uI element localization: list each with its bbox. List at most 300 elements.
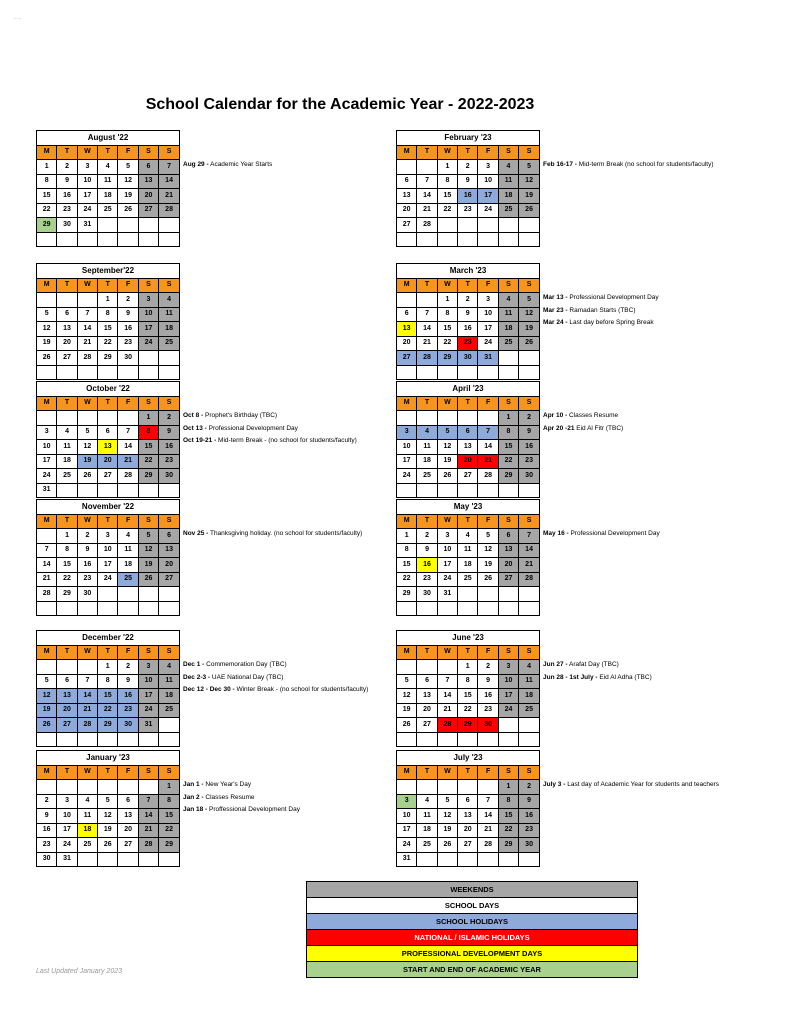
day-header: S: [159, 514, 180, 529]
date-cell: 23: [77, 572, 97, 587]
note-date: Feb 16-17 -: [543, 161, 577, 168]
empty-cell: [519, 587, 540, 602]
date-cell: 25: [57, 469, 77, 484]
empty-cell: [118, 483, 138, 498]
date-cell: 27: [397, 351, 417, 366]
note-date: Mar 24 -: [543, 319, 568, 327]
date-cell: 19: [37, 703, 57, 718]
empty-cell: [478, 483, 498, 498]
date-cell: 24: [138, 336, 158, 351]
empty-cell: [118, 218, 138, 233]
empty-cell: [98, 732, 118, 747]
date-cell: 10: [397, 809, 417, 824]
date-cell: 23: [118, 336, 138, 351]
date-cell: 17: [478, 322, 498, 337]
date-cell: 9: [37, 809, 57, 824]
empty-cell: [57, 483, 77, 498]
date-cell: 9: [519, 425, 540, 440]
date-cell: 2: [478, 660, 498, 675]
date-cell: 24: [37, 469, 57, 484]
note-line: [543, 410, 623, 423]
date-cell: 25: [519, 703, 540, 718]
date-cell: 20: [118, 823, 138, 838]
note-text: Winter Break - (no school for students/faculty): [234, 686, 369, 694]
empty-cell: [437, 218, 457, 233]
date-cell: 5: [519, 160, 540, 175]
empty-cell: [37, 732, 57, 747]
date-cell: 12: [519, 307, 540, 322]
date-cell: 12: [77, 440, 97, 455]
date-cell: 13: [57, 689, 77, 704]
date-cell: 10: [37, 440, 57, 455]
day-header: T: [98, 645, 118, 660]
empty-cell: [118, 780, 138, 795]
empty-cell: [478, 411, 498, 426]
note-date: Oct 19-21 -: [183, 437, 217, 445]
month-sep: [36, 263, 180, 380]
note-date: Oct 8 -: [183, 412, 204, 419]
note-text: Thanksgiving holiday. (no school for students/faculty): [208, 530, 363, 537]
date-cell: 13: [417, 689, 437, 704]
date-cell: 20: [397, 203, 417, 218]
empty-cell: [77, 660, 97, 675]
date-cell: 27: [498, 572, 518, 587]
empty-cell: [98, 411, 118, 426]
day-header: W: [77, 645, 97, 660]
month-oct: [36, 381, 180, 498]
day-header: T: [57, 765, 77, 780]
day-header: F: [478, 396, 498, 411]
date-cell: 8: [397, 543, 417, 558]
note-text: Ramadan Starts (TBC): [567, 306, 636, 314]
date-cell: 7: [478, 425, 498, 440]
date-cell: 8: [437, 174, 457, 189]
date-cell: 30: [118, 718, 138, 733]
date-cell: 19: [77, 454, 97, 469]
empty-cell: [159, 732, 180, 747]
empty-cell: [437, 411, 457, 426]
date-cell: 19: [519, 189, 540, 204]
date-cell: 26: [478, 572, 498, 587]
month-notes-may: [543, 528, 660, 541]
empty-cell: [397, 411, 417, 426]
empty-cell: [57, 660, 77, 675]
date-cell: 1: [37, 160, 57, 175]
date-cell: 16: [37, 823, 57, 838]
date-cell: 7: [478, 794, 498, 809]
day-header: T: [417, 278, 437, 293]
empty-cell: [37, 529, 57, 544]
day-header: W: [77, 765, 97, 780]
empty-cell: [519, 718, 540, 733]
day-header: S: [498, 396, 518, 411]
date-cell: 16: [417, 558, 437, 573]
date-cell: 30: [478, 718, 498, 733]
date-cell: 15: [138, 440, 158, 455]
date-cell: 30: [37, 852, 57, 867]
day-header: T: [458, 396, 478, 411]
date-cell: 31: [57, 852, 77, 867]
empty-cell: [159, 587, 180, 602]
legend-lsd: SCHOOL DAYS: [307, 898, 638, 914]
date-cell: 29: [98, 718, 118, 733]
date-cell: 7: [118, 425, 138, 440]
date-cell: 23: [37, 838, 57, 853]
date-cell: 16: [519, 440, 540, 455]
empty-cell: [98, 587, 118, 602]
date-cell: 19: [519, 322, 540, 337]
note-text: UAE National Day (TBC): [210, 673, 284, 681]
day-header: T: [57, 645, 77, 660]
date-cell: 28: [159, 203, 180, 218]
empty-cell: [458, 483, 478, 498]
empty-cell: [498, 218, 518, 233]
date-cell: 31: [138, 718, 158, 733]
date-cell: 3: [138, 660, 158, 675]
empty-cell: [77, 365, 97, 380]
date-cell: 23: [458, 203, 478, 218]
date-cell: 6: [458, 425, 478, 440]
empty-cell: [458, 601, 478, 616]
empty-cell: [77, 732, 97, 747]
date-cell: 10: [478, 307, 498, 322]
date-cell: 1: [138, 411, 158, 426]
date-cell: 15: [37, 189, 57, 204]
note-date: Aug 29 -: [183, 161, 209, 168]
day-header: T: [458, 278, 478, 293]
day-header: T: [458, 765, 478, 780]
empty-cell: [37, 365, 57, 380]
date-cell: 5: [77, 425, 97, 440]
empty-cell: [138, 732, 158, 747]
day-header: T: [458, 645, 478, 660]
date-cell: 22: [138, 454, 158, 469]
date-cell: 27: [397, 218, 417, 233]
empty-cell: [118, 232, 138, 247]
date-cell: 16: [77, 558, 97, 573]
date-cell: 22: [98, 336, 118, 351]
date-cell: 7: [37, 543, 57, 558]
day-header: T: [98, 765, 118, 780]
empty-cell: [138, 601, 158, 616]
date-cell: 11: [159, 674, 180, 689]
date-cell: 12: [118, 174, 138, 189]
day-header: S: [159, 645, 180, 660]
empty-cell: [498, 718, 518, 733]
date-cell: 11: [498, 307, 518, 322]
empty-cell: [138, 218, 158, 233]
date-cell: 2: [57, 160, 77, 175]
note-line: [183, 792, 300, 805]
date-cell: 12: [437, 440, 457, 455]
empty-cell: [437, 780, 457, 795]
empty-cell: [519, 365, 540, 380]
empty-cell: [437, 483, 457, 498]
date-cell: 12: [437, 809, 457, 824]
note-date: Apr 20 -21: [543, 424, 575, 432]
day-header: M: [397, 765, 417, 780]
date-cell: 18: [498, 322, 518, 337]
date-cell: 7: [159, 160, 180, 175]
date-cell: 20: [417, 703, 437, 718]
note-line: [183, 159, 272, 172]
date-cell: 5: [138, 529, 158, 544]
date-cell: 4: [159, 293, 180, 308]
date-cell: 25: [458, 572, 478, 587]
date-cell: 29: [37, 218, 57, 233]
note-text: Classes Resume: [203, 793, 255, 801]
month-notes-aug: [183, 159, 272, 172]
date-cell: 24: [57, 838, 77, 853]
empty-cell: [397, 232, 417, 247]
date-cell: 3: [77, 160, 97, 175]
empty-cell: [519, 218, 540, 233]
date-cell: 3: [37, 425, 57, 440]
date-cell: 28: [417, 218, 437, 233]
empty-cell: [478, 601, 498, 616]
date-cell: 27: [159, 572, 180, 587]
date-cell: 17: [138, 322, 158, 337]
note-line: [183, 659, 368, 672]
empty-cell: [77, 232, 97, 247]
date-cell: 14: [77, 689, 97, 704]
date-cell: 18: [458, 558, 478, 573]
date-cell: 27: [458, 838, 478, 853]
day-header: S: [519, 514, 540, 529]
date-cell: 4: [498, 160, 518, 175]
date-cell: 13: [458, 440, 478, 455]
corner-mark: – –: [14, 16, 21, 22]
empty-cell: [417, 852, 437, 867]
date-cell: 26: [519, 336, 540, 351]
empty-cell: [77, 601, 97, 616]
date-cell: 30: [458, 351, 478, 366]
date-cell: 9: [519, 794, 540, 809]
empty-cell: [138, 483, 158, 498]
date-cell: 18: [57, 454, 77, 469]
day-header: M: [397, 514, 417, 529]
note-line: [183, 410, 357, 423]
date-cell: 9: [458, 174, 478, 189]
date-cell: 17: [437, 558, 457, 573]
date-cell: 23: [159, 454, 180, 469]
day-header: S: [138, 396, 158, 411]
date-cell: 27: [98, 469, 118, 484]
month-notes-oct: [183, 410, 357, 448]
date-cell: 26: [37, 718, 57, 733]
note-text: Arafat Day (TBC): [567, 661, 619, 668]
date-cell: 29: [159, 838, 180, 853]
note-line: [543, 305, 659, 318]
date-cell: 7: [437, 674, 457, 689]
day-header: W: [437, 765, 457, 780]
date-cell: 7: [519, 529, 540, 544]
date-cell: 26: [397, 718, 417, 733]
date-cell: 21: [138, 823, 158, 838]
empty-cell: [397, 293, 417, 308]
date-cell: 12: [397, 689, 417, 704]
empty-cell: [478, 780, 498, 795]
date-cell: 20: [458, 454, 478, 469]
date-cell: 4: [417, 794, 437, 809]
day-header: S: [498, 645, 518, 660]
date-cell: 14: [417, 189, 437, 204]
empty-cell: [37, 293, 57, 308]
date-cell: 16: [519, 809, 540, 824]
date-cell: 9: [159, 425, 180, 440]
note-text: Last day of Academic Year for students and teachers: [565, 781, 719, 788]
date-cell: 4: [118, 529, 138, 544]
empty-cell: [57, 232, 77, 247]
legend-lpd: PROFESSIONAL DEVELOPMENT DAYS: [307, 946, 638, 962]
date-cell: 22: [458, 703, 478, 718]
empty-cell: [77, 411, 97, 426]
date-cell: 2: [37, 794, 57, 809]
note-date: Dec 2-3 -: [183, 673, 211, 681]
date-cell: 9: [478, 674, 498, 689]
date-cell: 6: [397, 307, 417, 322]
date-cell: 28: [437, 718, 457, 733]
date-cell: 11: [417, 809, 437, 824]
date-cell: 7: [417, 174, 437, 189]
date-cell: 30: [417, 587, 437, 602]
date-cell: 23: [57, 203, 77, 218]
note-text: New Year's Day: [203, 781, 252, 788]
day-header: T: [417, 645, 437, 660]
day-header: W: [77, 514, 97, 529]
note-text: Prophet's Birthday (TBC): [203, 412, 278, 419]
date-cell: 2: [519, 780, 540, 795]
empty-cell: [118, 411, 138, 426]
date-cell: 27: [118, 838, 138, 853]
note-line: [183, 435, 357, 448]
empty-cell: [519, 601, 540, 616]
day-header: M: [397, 396, 417, 411]
month-notes-dec: [183, 659, 368, 697]
date-cell: 18: [98, 189, 118, 204]
date-cell: 26: [118, 203, 138, 218]
month-notes-feb: [543, 159, 714, 172]
date-cell: 24: [397, 838, 417, 853]
date-cell: 18: [159, 689, 180, 704]
month-name: June '23: [397, 631, 540, 646]
empty-cell: [57, 732, 77, 747]
month-name: November '22: [37, 500, 180, 515]
month-apr: [396, 381, 540, 498]
date-cell: 9: [77, 543, 97, 558]
date-cell: 30: [77, 587, 97, 602]
date-cell: 21: [519, 558, 540, 573]
day-header: T: [98, 396, 118, 411]
day-header: S: [498, 278, 518, 293]
date-cell: 19: [98, 823, 118, 838]
month-name: August '22: [37, 131, 180, 146]
date-cell: 4: [417, 425, 437, 440]
date-cell: 10: [77, 174, 97, 189]
month-notes-jan: [183, 779, 300, 817]
date-cell: 26: [98, 838, 118, 853]
empty-cell: [159, 365, 180, 380]
empty-cell: [57, 365, 77, 380]
legend: [306, 881, 638, 978]
empty-cell: [397, 780, 417, 795]
date-cell: 13: [57, 322, 77, 337]
date-cell: 16: [458, 322, 478, 337]
date-cell: 20: [498, 558, 518, 573]
day-header: S: [519, 765, 540, 780]
date-cell: 15: [498, 809, 518, 824]
date-cell: 11: [498, 174, 518, 189]
day-header: F: [478, 765, 498, 780]
month-notes-nov: [183, 528, 362, 541]
day-header: M: [37, 396, 57, 411]
month-name: April '23: [397, 382, 540, 397]
date-cell: 8: [37, 174, 57, 189]
empty-cell: [397, 732, 417, 747]
month-dec: [36, 630, 180, 747]
month-name: May '23: [397, 500, 540, 515]
note-date: Mar 23 -: [543, 306, 568, 314]
empty-cell: [417, 780, 437, 795]
date-cell: 17: [397, 823, 417, 838]
day-header: F: [478, 278, 498, 293]
date-cell: 18: [417, 823, 437, 838]
date-cell: 28: [478, 838, 498, 853]
note-line: [183, 804, 300, 817]
day-header: F: [478, 145, 498, 160]
empty-cell: [397, 483, 417, 498]
date-cell: 24: [498, 703, 518, 718]
date-cell: 17: [397, 454, 417, 469]
empty-cell: [458, 852, 478, 867]
date-cell: 28: [77, 351, 97, 366]
date-cell: 16: [159, 440, 180, 455]
date-cell: 3: [138, 293, 158, 308]
date-cell: 1: [98, 293, 118, 308]
day-header: S: [498, 145, 518, 160]
date-cell: 13: [159, 543, 180, 558]
note-line: [183, 779, 300, 792]
date-cell: 28: [118, 469, 138, 484]
month-nov: [36, 499, 180, 616]
day-header: W: [437, 514, 457, 529]
date-cell: 24: [478, 203, 498, 218]
empty-cell: [37, 601, 57, 616]
day-header: W: [437, 145, 457, 160]
day-header: W: [77, 145, 97, 160]
date-cell: 11: [519, 674, 540, 689]
empty-cell: [519, 732, 540, 747]
date-cell: 15: [57, 558, 77, 573]
date-cell: 25: [98, 203, 118, 218]
date-cell: 6: [458, 794, 478, 809]
date-cell: 7: [417, 307, 437, 322]
date-cell: 13: [138, 174, 158, 189]
date-cell: 21: [478, 454, 498, 469]
empty-cell: [138, 365, 158, 380]
date-cell: 17: [77, 189, 97, 204]
date-cell: 8: [57, 543, 77, 558]
date-cell: 14: [437, 689, 457, 704]
month-name: December '22: [37, 631, 180, 646]
empty-cell: [397, 160, 417, 175]
date-cell: 26: [437, 469, 457, 484]
date-cell: 31: [37, 483, 57, 498]
date-cell: 12: [519, 174, 540, 189]
date-cell: 12: [37, 322, 57, 337]
date-cell: 11: [57, 440, 77, 455]
empty-cell: [397, 365, 417, 380]
